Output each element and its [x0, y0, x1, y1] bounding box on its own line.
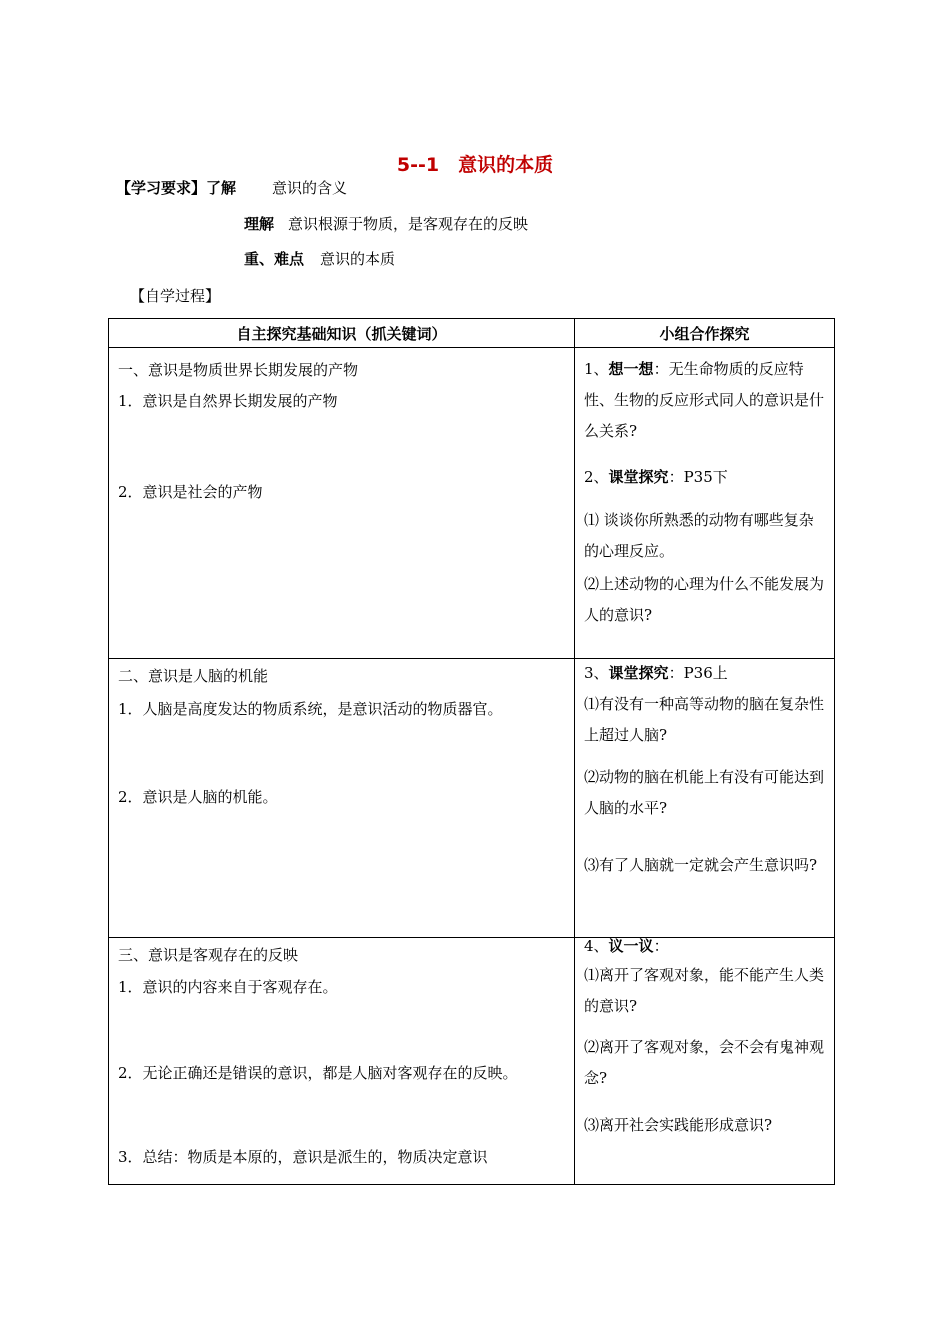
know-text: 意识的含义: [272, 179, 348, 197]
section-2-item-1: 1．人脑是高度发达的物质系统，是意识活动的物质器官。: [118, 700, 503, 718]
q3-label: 课堂探究: [608, 664, 669, 682]
question-4c: ⑶离开社会实践能形成意识?: [584, 1116, 773, 1134]
key-label: 重、难点: [244, 250, 305, 268]
know-label: 了解: [206, 179, 237, 197]
section-1-title: 一、意识是物质世界长期发展的产物: [118, 361, 359, 379]
question-3b: ⑵动物的脑在机能上有没有可能达到人脑的水平?: [584, 768, 825, 817]
table-row: [109, 659, 835, 938]
q1-label: 想一想: [608, 360, 654, 378]
row3-left: [109, 938, 575, 1185]
question-1: [584, 354, 826, 447]
q3-num: 3、: [584, 664, 609, 682]
q4-text: ：: [653, 937, 669, 955]
requirement-key: [244, 248, 395, 269]
q2-num: 2、: [584, 468, 609, 486]
requirements-label: 【学习要求】: [116, 179, 207, 197]
question-4: [584, 931, 826, 962]
section-3-title: 三、意识是客观存在的反映: [118, 946, 299, 964]
q4-num: 4、: [584, 937, 609, 955]
section-3-item-1: 1．意识的内容来自于客观存在。: [118, 978, 338, 996]
study-table: [108, 318, 835, 1185]
q4-label: 议一议: [608, 937, 654, 955]
question-2: [584, 462, 826, 493]
understand-label: 理解: [244, 215, 275, 233]
q1-num: 1、: [584, 360, 609, 378]
requirement-know: [116, 177, 347, 198]
table-header-row: [109, 319, 835, 348]
question-3: [584, 658, 826, 689]
requirement-understand: [244, 213, 528, 234]
question-2b: ⑵上述动物的心理为什么不能发展为人的意识?: [584, 575, 825, 624]
section-2-item-2: 2．意识是人脑的机能。: [118, 788, 278, 806]
page-title: 5--1 意识的本质: [396, 154, 554, 176]
q3-text: ：P36上: [668, 664, 728, 682]
row3-right: [575, 938, 835, 1185]
header-basic-knowledge: 自主探究基础知识（抓关键词）: [109, 319, 575, 348]
section-1-item-2: 2．意识是社会的产物: [118, 483, 263, 501]
section-3-item-3: 3．总结：物质是本原的，意识是派生的，物质决定意识: [118, 1148, 488, 1166]
self-study-label: 【自学过程】: [130, 287, 221, 305]
row2-right: [575, 659, 835, 938]
table-row: [109, 348, 835, 659]
row1-right: [575, 348, 835, 659]
understand-text: 意识根源于物质，是客观存在的反映: [288, 215, 529, 233]
question-3a: ⑴有没有一种高等动物的脑在复杂性上超过人脑?: [584, 695, 825, 744]
key-text: 意识的本质: [320, 250, 396, 268]
q1-text: ：无生命物质的反应特性、生物的反应形式同人的意识是什么关系?: [584, 360, 825, 440]
q2-text: ：P35下: [668, 468, 728, 486]
row1-left: [109, 348, 575, 659]
question-4b: ⑵离开了客观对象，会不会有鬼神观念?: [584, 1038, 825, 1087]
section-2-title: 二、意识是人脑的机能: [118, 667, 269, 685]
q2-label: 课堂探究: [608, 468, 669, 486]
row2-left: [109, 659, 575, 938]
section-3-item-2: 2．无论正确还是错误的意识，都是人脑对客观存在的反映。: [118, 1064, 518, 1082]
question-4a: ⑴离开了客观对象，能不能产生人类的意识?: [584, 966, 825, 1015]
table-row: [109, 938, 835, 1185]
question-2a: ⑴ 谈谈你所熟悉的动物有哪些复杂的心理反应。: [584, 511, 814, 560]
header-group-inquiry: 小组合作探究: [575, 319, 835, 348]
question-3c: ⑶有了人脑就一定就会产生意识吗?: [584, 856, 818, 874]
section-1-item-1: 1．意识是自然界长期发展的产物: [118, 392, 338, 410]
